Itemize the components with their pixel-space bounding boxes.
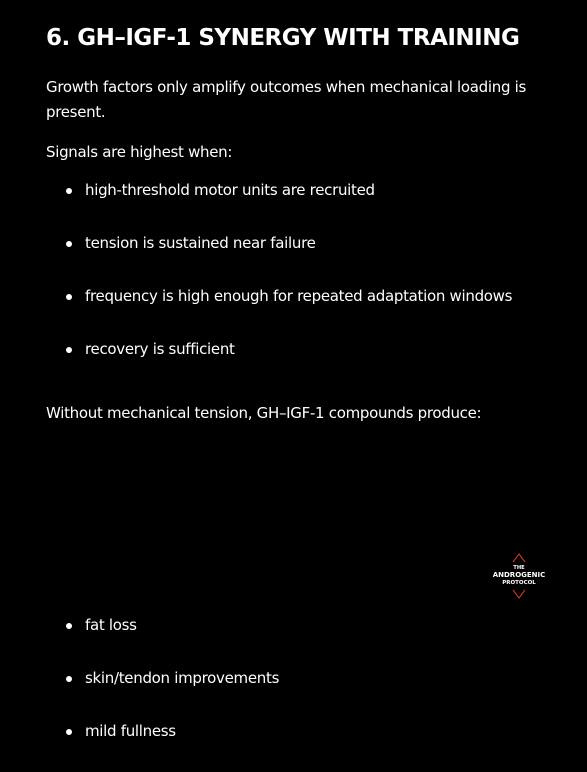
logo-line-3: PROTOCOL [502,580,536,586]
section-heading: 6. GH–IGF-1 SYNERGY WITH TRAINING [46,25,520,51]
intro-paragraph: Growth factors only amplify outcomes when mechanical loading is present. [46,78,527,121]
logo-bottom-chevron-icon [513,590,525,598]
logo-line-2: ANDROGENIC [492,571,546,579]
list-item-text: mild fullness [85,722,176,740]
bullet-icon [66,623,72,629]
bullet-icon [66,347,72,353]
bullet-icon [66,294,72,300]
list-item-text: frequency is high enough for repeated adaptation windows [85,287,513,305]
logo-top-chevron-icon [513,554,525,562]
bullet-icon [66,188,72,194]
list-item-text: skin/tendon improvements [85,669,280,687]
logo-line-1: THE [513,565,525,571]
list-item-text: recovery is sufficient [85,340,235,358]
bullet-icon [66,676,72,682]
list-item-text: tension is sustained near failure [85,234,316,252]
list-item-text: fat loss [85,616,137,634]
without-lead-paragraph: Without mechanical tension, GH–IGF-1 compounds produce: [46,404,482,422]
bullet-icon [66,729,72,735]
signals-lead-paragraph: Signals are highest when: [46,143,233,161]
list-item-text: high-threshold motor units are recruited [85,181,375,199]
bullet-icon [66,241,72,247]
androgenic-protocol-logo [490,553,548,599]
